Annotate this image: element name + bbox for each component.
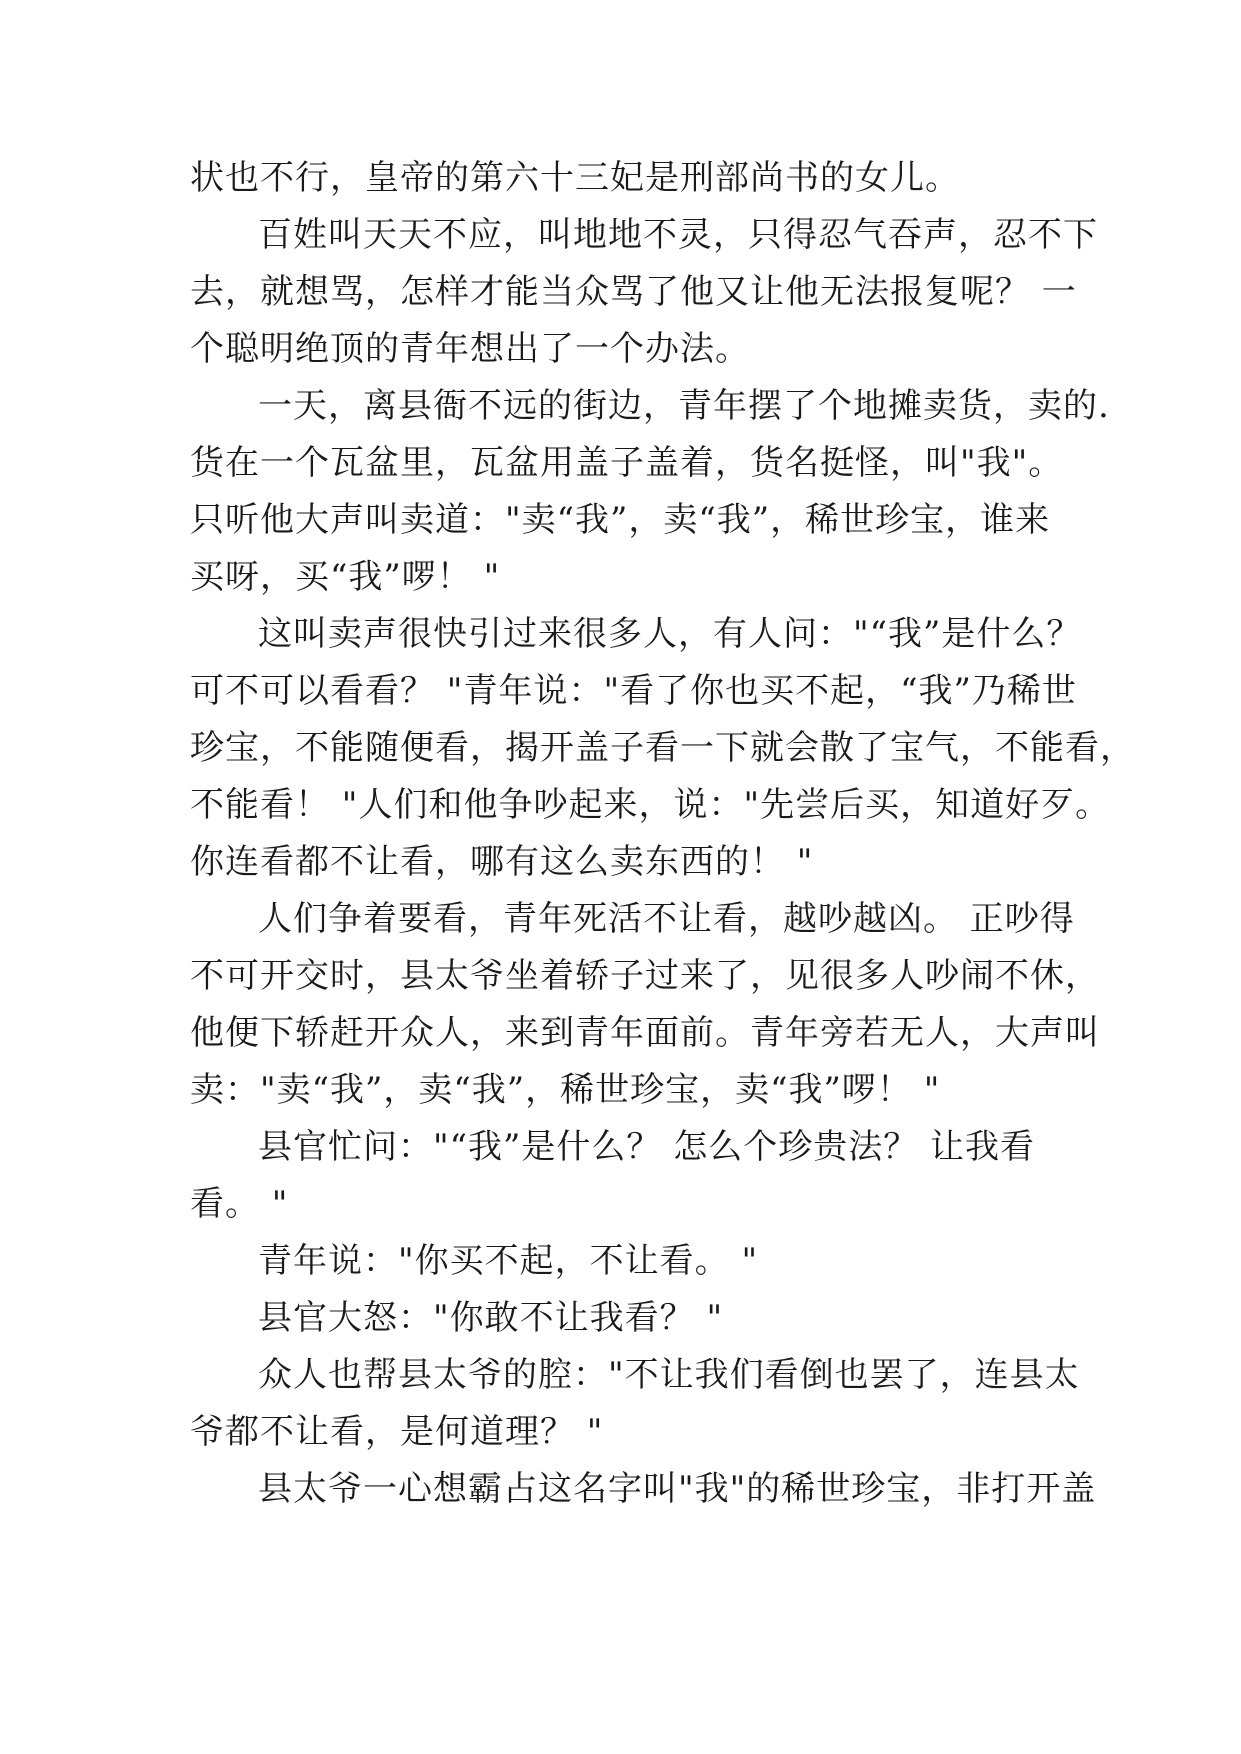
- text-line: 不能看！ "人们和他争吵起来，说："先尝后买，知道好歹。: [190, 785, 1111, 825]
- text-line: 青年说："你买不起，不让看。 ": [258, 1241, 759, 1281]
- text-line: 珍宝，不能随便看，揭开盖子看一下就会散了宝气，不能看，: [190, 728, 1135, 768]
- text-line: 看。 ": [190, 1184, 289, 1224]
- text-line: 爷都不让看，是何道理？ ": [190, 1412, 604, 1452]
- text-line: 状也不行，皇帝的第六十三妃是刑部尚书的女儿。: [190, 158, 960, 198]
- text-line: 一天，离县衙不远的街边，青年摆了个地摊卖货，卖的.: [258, 386, 1110, 426]
- text-line: 众人也帮县太爷的腔："不让我们看倒也罢了，连县太: [258, 1355, 1080, 1395]
- text-line: 人们争着要看，青年死活不让看，越吵越凶。 正吵得: [258, 899, 1075, 939]
- text-line: 卖："卖“我”，卖“我”，稀世珍宝，卖“我”啰！ ": [190, 1070, 941, 1110]
- text-line: 百姓叫天天不应，叫地地不灵，只得忍气吞声，忍不下: [258, 215, 1098, 255]
- text-line: 可不可以看看？ "青年说："看了你也买不起，“我”乃稀世: [190, 671, 1077, 711]
- text-line: 只听他大声叫卖道："卖“我”，卖“我”，稀世珍宝，谁来: [190, 500, 1051, 540]
- text-line: 县官忙问："“我”是什么？ 怎么个珍贵法？ 让我看: [258, 1127, 1036, 1167]
- text-line: 县官大怒："你敢不让我看？ ": [258, 1298, 724, 1338]
- text-line: 去，就想骂，怎样才能当众骂了他又让他无法报复呢？ 一: [190, 272, 1077, 312]
- body-text: [190, 150, 1135, 1518]
- text-line: 个聪明绝顶的青年想出了一个办法。: [190, 329, 750, 369]
- text-line: 货在一个瓦盆里，瓦盆用盖子盖着，货名挺怪，叫"我"。: [190, 443, 1064, 483]
- text-line: 县太爷一心想霸占这名字叫"我"的稀世珍宝，非打开盖: [258, 1469, 1097, 1509]
- text-line: 他便下轿赶开众人，来到青年面前。青年旁若无人，大声叫: [190, 1013, 1100, 1053]
- text-line: 买呀，买“我”啰！ ": [190, 557, 501, 597]
- text-line: 你连看都不让看，哪有这么卖东西的！ ": [190, 842, 814, 882]
- text-line: 这叫卖声很快引过来很多人，有人问："“我”是什么？: [258, 614, 1082, 654]
- text-line: 不可开交时，县太爷坐着轿子过来了，见很多人吵闹不休，: [190, 956, 1100, 996]
